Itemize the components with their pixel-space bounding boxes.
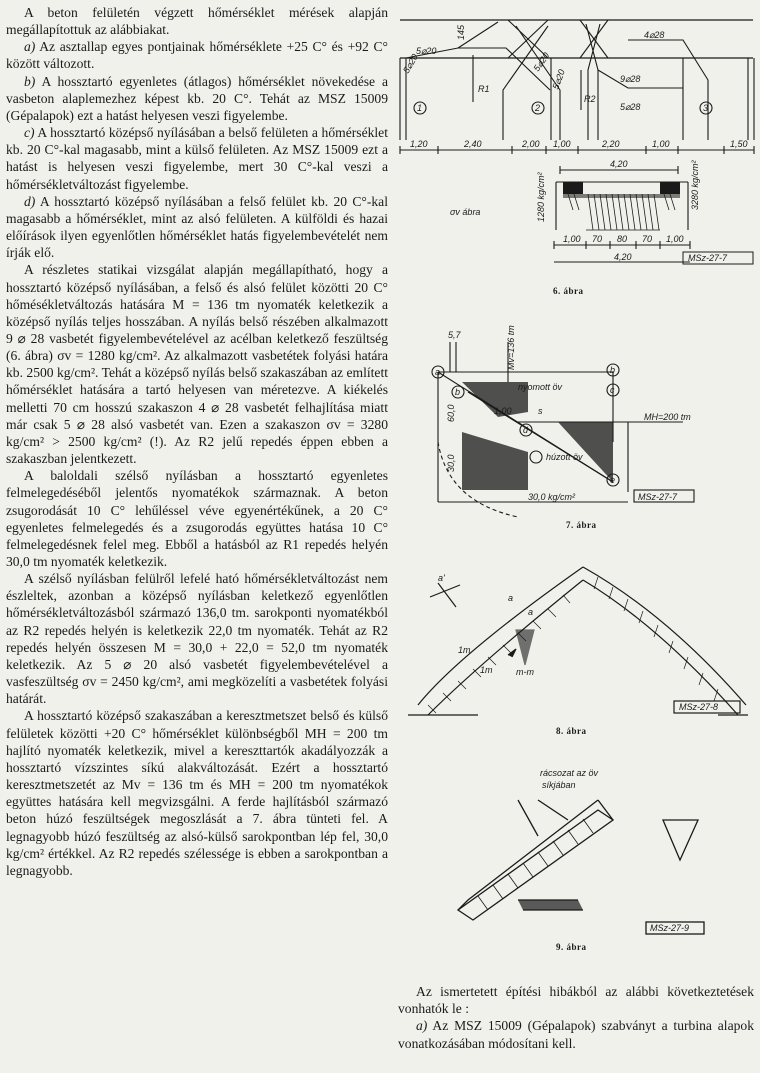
fig8-caption: 8. ábra — [556, 726, 587, 736]
fig8-label-1m-1: 1m — [458, 645, 471, 655]
left-paragraph-2 — [6, 73, 388, 124]
fig6-height: 145 — [456, 24, 466, 40]
fig8-label-mm: m-m — [516, 667, 534, 677]
fig7-caption: 7. ábra — [566, 520, 597, 530]
fig6-bdim-1: 1,00 — [563, 234, 581, 244]
fig6-dim-1: 1,20 — [410, 139, 428, 149]
fig6-ref: MSz-27-7 — [688, 253, 728, 263]
fig7-dim-60: 60,0 — [446, 404, 456, 422]
left-item-label: b) — [24, 73, 36, 89]
fig8-label-a1: a — [508, 593, 514, 603]
fig7-corner-d: d — [523, 425, 529, 435]
fig6-stress-right: 3280 kg/cm² — [690, 160, 700, 210]
fig6-bdim-3: 80 — [617, 234, 628, 244]
left-paragraph-0 — [6, 4, 388, 38]
fig6-caption: 6. ábra — [553, 286, 584, 296]
left-paragraph-4 — [6, 193, 388, 262]
left-paragraph-text: A hossztartó középső nyílásában a belső felületen a hőmérséklet kb. 20 C°-kal magasabb, mint a külső felületen. Az MSZ 15009 ezt a hatást is helyesen veszi figyelembe, mert 30 C°-kal veszi a hőmérsékletváltozást figyelembe. — [6, 125, 388, 192]
fig6-r2: R2 — [584, 94, 596, 104]
left-text-column — [6, 4, 388, 879]
fig7-mv: Mv=136 tm — [506, 325, 516, 370]
figure-7 — [398, 322, 758, 518]
left-paragraph-text: A baloldali szélső nyílásban a hossztartó egyenletes felmelegedéséből jelentős nyomatékok származnak. A beton zsugorodását 10 C° lehűléssel véve egyenértékűnek, a 20 C° egyenletes felmelegedés és a zsugorodás együttes hatása 10 C° felmelegedésnek felel meg. Ebből a hatásból az R1 repedés helyén 30,0 tm nyomaték keletkezik. — [6, 468, 388, 569]
fig6-rebar-2: 5⌀20 — [401, 52, 420, 75]
left-paragraph-text: A szélső nyílásban felülről lefelé ható hőmérsékletváltozást nem észleltek, azonban a középső nyílásban keletkező egyenlőtlen hőmérsékletváltozásból származó 136,0 tm. sarokponti nyomatékból az R2 repedés helyén is keletkezik 22,0 tm nyomaték. Tehát az R2 repedés helyén összesen M = 30,0 + 22,0 = 52,0 tm nyomaték keletkezik. Az 5 ⌀ 20 alsó vasbetét figyelembevételével a vasfeszültség σv = 2450 kg/cm², ami megközelíti a vasbetétek folyási határát. — [6, 571, 388, 707]
left-paragraph-8 — [6, 707, 388, 879]
left-item-label: a) — [24, 39, 36, 55]
fig7-corner-c: c — [610, 385, 615, 395]
fig9-annotation-2: síkjában — [542, 780, 576, 790]
fig6-stress-left: 1280 kg/cm² — [536, 172, 546, 222]
fig6-dim-6: 1,00 — [652, 139, 670, 149]
left-paragraph-3 — [6, 124, 388, 193]
fig7-dim-top: 5,7 — [448, 330, 461, 340]
fig6-bdim-5: 1,00 — [666, 234, 684, 244]
left-paragraph-text: A részletes statikai vizsgálat alapján megállapítható, hogy a hossztartó középső nyílásában, a felső és alsó felület közötti 20 C° hőmésékletváltozás hatására M = 136 tm nyomaték keletkezik a középső nyílás teljes hosszában. A nyílás belső részében alkalmazott 9 ⌀ 28 vasbetét figyelembevételével az acélban keletkező feszültség (6. ábra) σv = 1280 kg/cm². Az alkalmazott vasbetétek folyási határa kb. 2500 kg/cm². Tehát a középső nyílás belső szakaszában az említett hőmérséklet hatására a tartó helyesen van méretezve. A kiékelés melletti 70 cm hosszú szakaszon 4 ⌀ 28 vasbetét felhajlítása miatt már csak 5 ⌀ 28 alsó vasbetét van. Ezen a szakaszon σv = 3280 kg/cm² > 2500 kg/cm² (!). Az R2 jelű repedés éppen ebben a szakaszban jelentkezett. — [6, 262, 388, 467]
left-paragraph-text: Az asztallap egyes pontjainak hőmérséklete +25 C° és +92 C° között változott. — [6, 39, 388, 72]
left-paragraph-text: A hossztartó középső nyílásában a felső felület kb. 20 C°-kal magasabb a hőmérséklet, mint az alsó felületen. A külföldi és hazai előírások ilyen egyenlőtlen hőmérséklet hatás figyelembevételét nem írják elő. — [6, 193, 388, 261]
left-paragraph-7 — [6, 570, 388, 707]
fig7-corner-e: e — [610, 475, 616, 485]
fig6-r1: R1 — [478, 84, 490, 94]
fig6-node-1: 1 — [417, 103, 423, 113]
right-paragraph-0 — [398, 983, 754, 1017]
fig6-bdim-4: 70 — [642, 234, 653, 244]
fig9-ref: MSz-27-9 — [650, 923, 690, 933]
fig9-caption: 9. ábra — [556, 942, 587, 952]
fig6-dim-4: 1,00 — [553, 139, 571, 149]
fig6-dim-2: 2,40 — [464, 139, 482, 149]
fig6-rebar-5: 4⌀28 — [644, 30, 665, 40]
right-item-label: a) — [416, 1018, 428, 1034]
fig7-s: s — [538, 406, 543, 416]
fig7-stress: 30,0 kg/cm² — [528, 492, 576, 502]
fig8-ref: MSz-27-8 — [679, 702, 719, 712]
fig6-rebar-7: 5⌀28 — [620, 102, 641, 112]
fig6-dim-3: 2,00 — [522, 139, 540, 149]
fig8-label-a2: a — [528, 607, 534, 617]
figure-9 — [398, 760, 758, 940]
fig6-rebar-3: 5⌀20 — [531, 50, 552, 74]
fig6-rebar-4: 5⌀20 — [550, 68, 567, 91]
fig6-rebar-1: 5⌀20 — [416, 46, 437, 56]
figure-6 — [398, 10, 758, 285]
fig7-zone-compression: nyomott öv — [518, 382, 563, 392]
left-paragraph-6 — [6, 467, 388, 570]
fig6-center-dim: 4,20 — [610, 159, 628, 169]
fig6-sigma: σv ábra — [450, 207, 481, 217]
left-paragraph-1 — [6, 38, 388, 72]
left-paragraph-text: A beton felületén végzett hőmérséklet mérések alapján megállapítottuk az alábbiakat. — [6, 5, 388, 38]
figure-8 — [398, 555, 758, 725]
fig7-corner-a: a — [435, 367, 441, 377]
right-paragraph-text: Az ismertetett építési hibákból az alábbi következtetések vonhatók le : — [398, 984, 754, 1017]
fig7-mh: MH=200 tm — [644, 412, 691, 422]
right-paragraph-text: Az MSZ 15009 (Gépalapok) szabványt a turbina alapok vonatkozásában módosítani kell. — [398, 1018, 754, 1051]
fig7-dim-30: 30,0 — [446, 454, 456, 472]
fig6-dim-5: 2,20 — [602, 139, 620, 149]
fig6-rebar-6: 9⌀28 — [620, 74, 641, 84]
left-paragraph-5 — [6, 261, 388, 467]
left-paragraph-text: A hossztartó középső szakaszában a keresztmetszet belső és külső felületek közötti +20 C° hőmérséklet különbségből MH = 200 tm hajlító nyomaték keletkezik, mivel a kereszttartók akadályozzák a hossztartó vízszintes síkú alakváltozását. Ezért a hossztartó keresztmetszetét az Mv = 136 tm és MH = 200 tm nyomatékok együttes hatására kell megvizsgálni. A ferde hajlításból származó beton húzó feszültségek megoszlását a 7. ábra tünteti fel. A legnagyobb húzó feszültség az alsó-külső sarokpontban lép fel, 30,0 kg/cm² értékkel. Az R2 repedés szélessége is ebben a sarokpontban a legnagyobb. — [6, 708, 388, 878]
fig6-node-3: 3 — [703, 103, 709, 113]
right-text-column — [398, 983, 754, 1052]
left-item-label: c) — [24, 125, 35, 141]
fig6-bdim-2: 70 — [592, 234, 603, 244]
fig7-dim-100: 1,00 — [494, 406, 512, 416]
left-item-label: d) — [24, 193, 36, 209]
fig6-dim-7: 1,50 — [730, 139, 748, 149]
fig7-ref: MSz-27-7 — [638, 492, 678, 502]
fig7-corner-b: b — [455, 387, 461, 397]
fig6-bottom-total: 4,20 — [614, 252, 632, 262]
fig6-node-2: 2 — [535, 103, 541, 113]
fig8-label-a-prime: a' — [438, 573, 445, 583]
fig7-zone-tension: húzott öv — [546, 452, 583, 462]
right-paragraph-1 — [398, 1017, 754, 1051]
fig8-label-1m-2: 1m — [480, 665, 493, 675]
left-paragraph-text: A hossztartó egyenletes (átlagos) hőmérséklet növekedése a vasbeton alaplemezhez képest kb. 20 C°. Tehát az MSZ 15009 (Gépalapok) ezt a hatást helyesen veszi figyelembe. — [6, 73, 388, 123]
fig9-annotation-1: rácsozat az öv — [540, 768, 599, 778]
fig7-corner-b2: b — [610, 365, 616, 375]
